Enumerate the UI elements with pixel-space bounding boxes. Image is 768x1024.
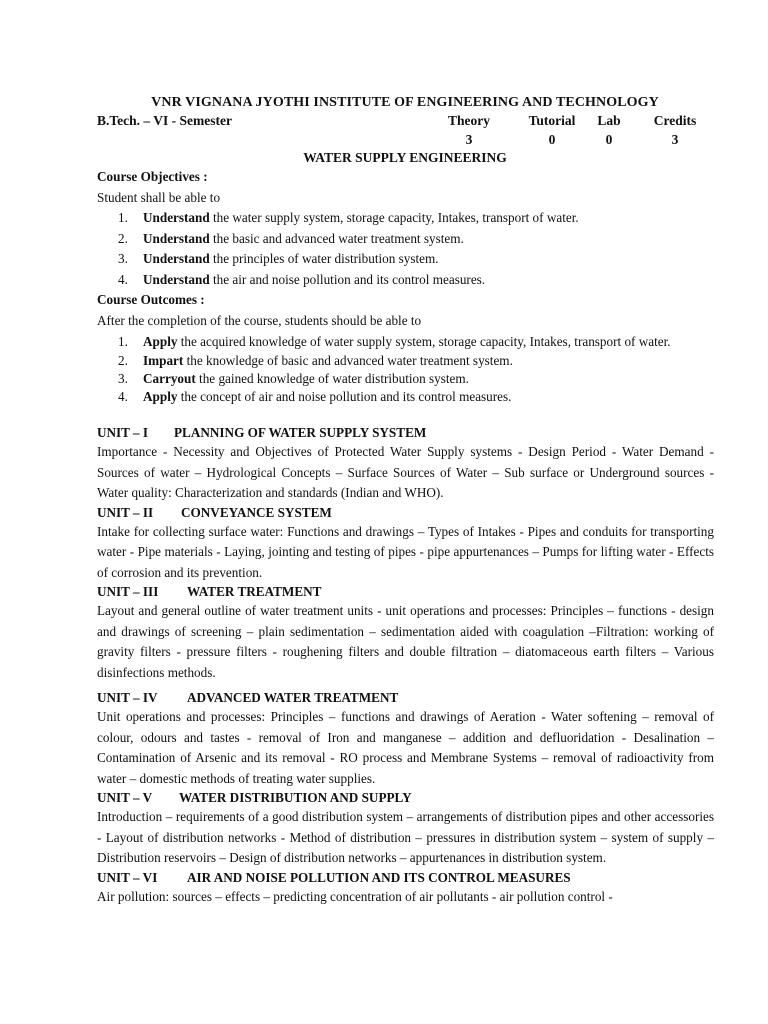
theory-column xyxy=(429,112,509,149)
unit-heading xyxy=(97,689,714,707)
outcomes-heading: Course Outcomes : xyxy=(97,292,205,307)
item-number: 4. xyxy=(118,271,128,287)
unit-title: WATER DISTRIBUTION AND SUPPLY xyxy=(179,790,412,805)
subject-title: WATER SUPPLY ENGINEERING xyxy=(303,150,507,165)
item-verb: Understand xyxy=(143,230,210,246)
outcomes-intro: After the completion of the course, students should be able to xyxy=(97,312,422,328)
item-verb: Understand xyxy=(143,210,210,225)
unit-heading xyxy=(97,583,714,601)
outcome-item xyxy=(97,333,714,350)
unit-number: UNIT – VI xyxy=(97,869,158,885)
unit-body: Intake for collecting surface water: Functions and drawings – Types of Intakes - Pipes and conduits for transporting water - Pipe materials - Laying, jointing and testing of pipes - pipe appurtenances – Pumps for lifting water - Effects of corrosion and its prevention. xyxy=(97,523,714,580)
item-number: 1. xyxy=(118,334,128,349)
item-text: the principles of water distribution system. xyxy=(209,251,439,266)
objective-item xyxy=(97,229,714,250)
objectives-heading: Course Objectives : xyxy=(97,169,208,184)
item-text: the water supply system, storage capacity, Intakes, transport of water. xyxy=(209,210,579,225)
item-verb: Understand xyxy=(143,251,210,266)
unit-body: Air pollution: sources – effects – predicting concentration of air pollutants - air pollution control - xyxy=(97,888,613,904)
theory-value: 3 xyxy=(465,132,473,147)
theory-header: Theory xyxy=(448,113,490,128)
unit-title: ADVANCED WATER TREATMENT xyxy=(187,690,399,705)
unit-heading xyxy=(97,789,714,807)
unit-block xyxy=(97,504,714,584)
item-verb: Understand xyxy=(143,271,210,287)
unit-body: Introduction – requirements of a good distribution system – arrangements of distribution pipes and other accessories - Layout of distribution networks - Method of distribution – pressures in distribution system – system of supply – Distribution reservoirs – Design of distribution networks – appurtenances in distribution system. xyxy=(97,809,714,865)
unit-body: Unit operations and processes: Principles – functions and drawings of Aeration - Water softening – removal of colour, odours and tastes - removal of Iron and manganese – addition and defluoridation - Desalination – Contamination of Arsenic and its removal - RO process and Membrane Systems – removal of radioactivity from water – domestic methods of treating water supplies. xyxy=(97,709,714,786)
item-number: 4. xyxy=(118,389,128,404)
unit-title: CONVEYANCE SYSTEM xyxy=(181,504,332,520)
objectives-outcomes-section xyxy=(97,167,714,406)
item-number: 2. xyxy=(118,353,128,368)
outcome-item xyxy=(97,388,714,406)
objective-item xyxy=(97,249,714,270)
programme-label: B.Tech. – VI - Semester xyxy=(97,113,232,128)
item-text: the gained knowledge of water distribution system. xyxy=(195,371,469,386)
unit-heading xyxy=(97,869,714,887)
item-verb: Apply xyxy=(143,389,178,404)
outcome-item xyxy=(97,352,714,370)
unit-block xyxy=(97,424,714,504)
unit-block xyxy=(97,689,714,789)
item-text: the acquired knowledge of water supply system, storage capacity, Intakes, transport of water. xyxy=(177,334,671,349)
item-number: 1. xyxy=(118,210,128,225)
item-text: the basic and advanced water treatment system. xyxy=(209,230,464,246)
outcome-item xyxy=(97,370,714,388)
unit-title: PLANNING OF WATER SUPPLY SYSTEM xyxy=(174,425,427,440)
item-verb: Carryout xyxy=(143,371,196,386)
lab-value: 0 xyxy=(605,132,613,147)
item-number: 3. xyxy=(118,251,128,266)
unit-title: WATER TREATMENT xyxy=(187,584,322,599)
credits-column xyxy=(635,112,715,149)
credits-header: Credits xyxy=(653,113,697,128)
item-text: the air and noise pollution and its control measures. xyxy=(209,271,486,287)
unit-title: AIR AND NOISE POLLUTION AND ITS CONTROL MEASURES xyxy=(187,869,571,885)
item-text: the knowledge of basic and advanced water treatment system. xyxy=(183,353,513,368)
unit-number: UNIT – II xyxy=(97,504,154,520)
unit-block xyxy=(97,869,714,908)
unit-number: UNIT – V xyxy=(97,790,153,805)
objectives-list xyxy=(97,208,714,290)
item-text: the concept of air and noise pollution and its control measures. xyxy=(177,389,512,404)
unit-body: Importance - Necessity and Objectives of Protected Water Supply systems - Design Period - Water Demand - Sources of water – Hydrological Concepts – Surface Sources of Water – Sub surface or Underground sources - Water quality: Characterization and standards (Indian and WHO). xyxy=(97,444,714,500)
tutorial-value: 0 xyxy=(548,132,556,147)
unit-heading xyxy=(97,424,714,442)
unit-body: Layout and general outline of water treatment units - unit operations and processes: Principles – functions - design and drawings of screening – plain sedimentation – sedimentation aided with coagulation –Filtration: working of gravity filters - pressure filters - roughening filters and double filtration – diatomaceous earth filters – Various disinfections methods. xyxy=(97,603,714,680)
unit-number: UNIT – III xyxy=(97,584,159,599)
syllabus-units xyxy=(97,424,714,907)
unit-block xyxy=(97,789,714,869)
item-number: 2. xyxy=(118,230,128,246)
unit-block xyxy=(97,583,714,683)
item-verb: Apply xyxy=(143,334,178,349)
unit-number: UNIT – IV xyxy=(97,690,158,705)
tutorial-header: Tutorial xyxy=(528,113,576,128)
institute-title: VNR VIGNANA JYOTHI INSTITUTE OF ENGINEERING AND TECHNOLOGY xyxy=(151,95,659,110)
item-verb: Impart xyxy=(143,353,184,368)
outcomes-list xyxy=(97,333,714,406)
credits-value: 3 xyxy=(671,132,679,147)
unit-heading xyxy=(97,504,714,522)
item-number: 3. xyxy=(118,371,128,386)
objective-item xyxy=(97,208,714,229)
lab-header: Lab xyxy=(597,113,621,128)
objective-item xyxy=(97,270,714,291)
objectives-intro: Student shall be able to xyxy=(97,189,221,205)
unit-number: UNIT – I xyxy=(97,425,149,440)
